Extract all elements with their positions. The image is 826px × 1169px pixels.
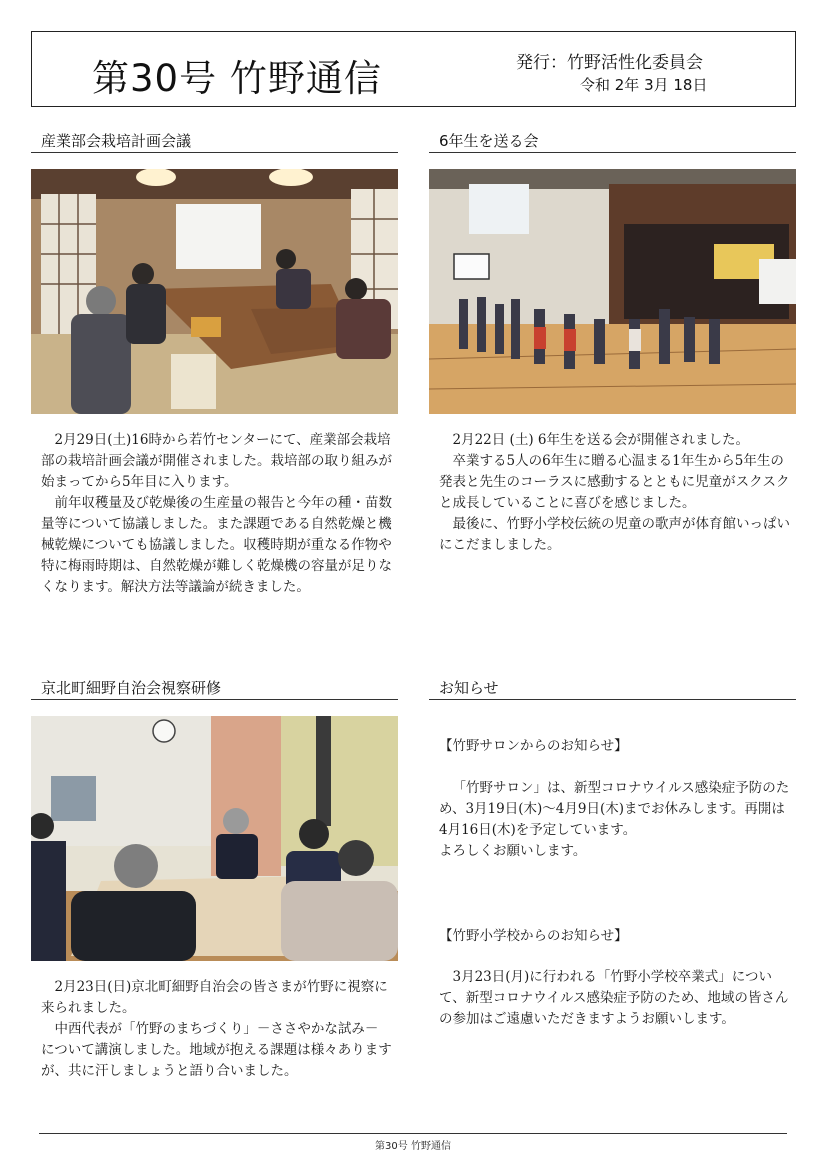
section-heading-farewell: 6年生を送る会	[429, 130, 796, 153]
paragraph: 卒業する5人の6年生に贈る心温まる1年生から5年生の発表と先生のコーラスに感動するとともに児童がスクスクと成長していることに喜びを感じました。	[439, 453, 790, 511]
meeting-article	[41, 430, 393, 598]
notice-school	[439, 967, 791, 1030]
masthead	[31, 31, 796, 107]
farewell-article	[439, 430, 791, 556]
paragraph: 2月23日(日)京北町細野自治会の皆さまが竹野に視察に来られました。	[41, 979, 388, 1016]
notice-school-title: 【竹野小学校からのお知らせ】	[439, 928, 628, 944]
section-heading-notices: お知らせ	[429, 677, 796, 700]
paragraph: 2月29日(土)16時から若竹センターにて、産業部会栽培部の栽培計画会議が開催されました。栽培部の取り組みが始まってから5年目に入ります。	[41, 432, 392, 490]
footer-label: 第30号 竹野通信	[375, 1141, 451, 1152]
farewell-photo	[429, 169, 796, 414]
paragraph: 中西代表が「竹野のまちづくり」－ささやかな試み－ について講演しました。地域が抱える課題は様々ありますが、共に汗しましょうと語り合いました。	[41, 1021, 392, 1079]
visit-photo	[31, 716, 398, 961]
notice-salon-closing: よろしくお願いします。	[439, 843, 587, 859]
notice-salon	[439, 778, 791, 862]
meeting-photo	[31, 169, 398, 414]
issue-date: 令和 2年 3月 18日	[580, 76, 708, 94]
footer-rule	[39, 1133, 787, 1134]
notice-salon-body: 「竹野サロン」は、新型コロナウイルス感染症予防のため、3月19日(木)～4月9日(木)までお休みします。再開は4月16日(木)を予定しています。	[439, 780, 790, 838]
section-heading-visit: 京北町細野自治会視察研修	[31, 677, 398, 700]
paragraph: 2月22日 (土) 6年生を送る会が開催されました。	[452, 432, 749, 448]
publisher: 発行：竹野活性化委員会	[516, 53, 703, 73]
visit-article	[41, 977, 393, 1082]
section-heading-meeting: 産業部会栽培計画会議	[31, 130, 398, 153]
paragraph: 最後に、竹野小学校伝統の児童の歌声が体育館いっぱいにこだましました。	[439, 516, 790, 553]
notice-salon-title: 【竹野サロンからのお知らせ】	[439, 738, 628, 754]
newsletter-title: 第30号 竹野通信	[92, 57, 382, 100]
paragraph: 前年収穫量及び乾燥後の生産量の報告と今年の種・苗数量等について協議しました。また課題である自然乾燥と機械乾燥についても協議しました。収穫時期が重なる作物や特に梅雨時期は、自然乾燥が難しく乾燥機の容量が足りなくなります。解決方法等議論が続きました。	[41, 495, 392, 595]
notice-school-body: 3月23日(月)に行われる「竹野小学校卒業式」について、新型コロナウイルス感染症予防のため、地域の皆さんの参加はご遠慮いただきますようお願いします。	[439, 969, 789, 1027]
